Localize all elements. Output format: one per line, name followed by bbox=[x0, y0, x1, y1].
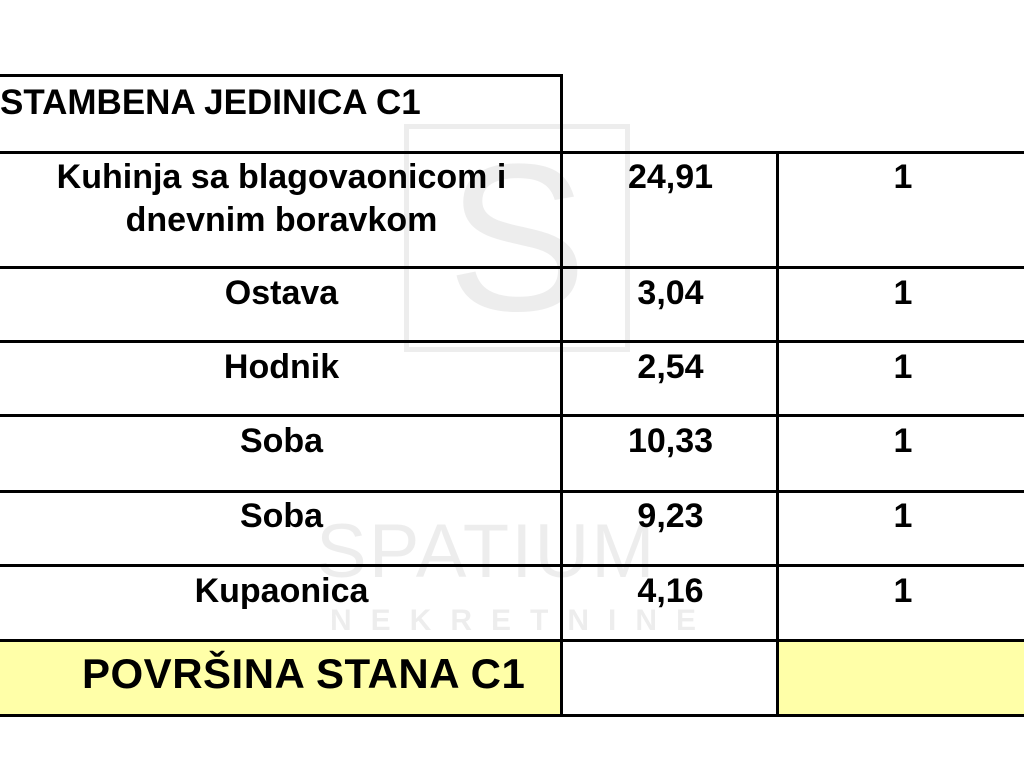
grid-line bbox=[560, 74, 563, 717]
grid-line bbox=[0, 714, 1024, 717]
watermark-subtitle: NEKRETNINE bbox=[330, 604, 716, 637]
room-count-cell: 1 bbox=[893, 422, 913, 460]
grid-line bbox=[0, 564, 1024, 567]
room-name-cell: Soba bbox=[239, 422, 324, 460]
grid-line bbox=[0, 639, 1024, 642]
grid-line bbox=[0, 490, 1024, 493]
room-name-cell: Kuhinja sa blagovaonicom i dnevnim boravkom bbox=[56, 158, 507, 239]
room-count-cell: 1 bbox=[893, 497, 913, 535]
table-title: STAMBENA JEDINICA C1 bbox=[0, 83, 421, 122]
room-area-cell: 9,23 bbox=[637, 497, 704, 535]
grid-line bbox=[0, 414, 1024, 417]
grid-line bbox=[0, 74, 563, 77]
room-name-cell: Kupaonica bbox=[194, 572, 369, 610]
room-name-cell: Ostava bbox=[224, 274, 339, 312]
grid-line bbox=[776, 151, 779, 717]
watermark-name: SPATIUM bbox=[316, 509, 657, 594]
total-count-fill bbox=[778, 642, 1024, 716]
room-name-cell: Soba bbox=[239, 497, 324, 535]
room-area-cell: 24,91 bbox=[627, 158, 714, 196]
room-count-cell: 1 bbox=[893, 274, 913, 312]
room-area-cell: 4,16 bbox=[637, 572, 704, 610]
watermark-logo-letter: S bbox=[446, 120, 588, 355]
grid-line bbox=[0, 266, 1024, 269]
room-count-cell: 1 bbox=[893, 572, 913, 610]
grid-line bbox=[0, 151, 1024, 154]
room-area-cell: 10,33 bbox=[627, 422, 714, 460]
total-label: POVRŠINA STANA C1 bbox=[82, 650, 526, 697]
room-count-cell: 1 bbox=[893, 348, 913, 386]
grid-line bbox=[0, 340, 1024, 343]
room-area-cell: 2,54 bbox=[637, 348, 704, 386]
room-count-cell: 1 bbox=[893, 158, 913, 196]
room-area-cell: 3,04 bbox=[637, 274, 704, 312]
room-name-cell: Hodnik bbox=[223, 348, 340, 386]
